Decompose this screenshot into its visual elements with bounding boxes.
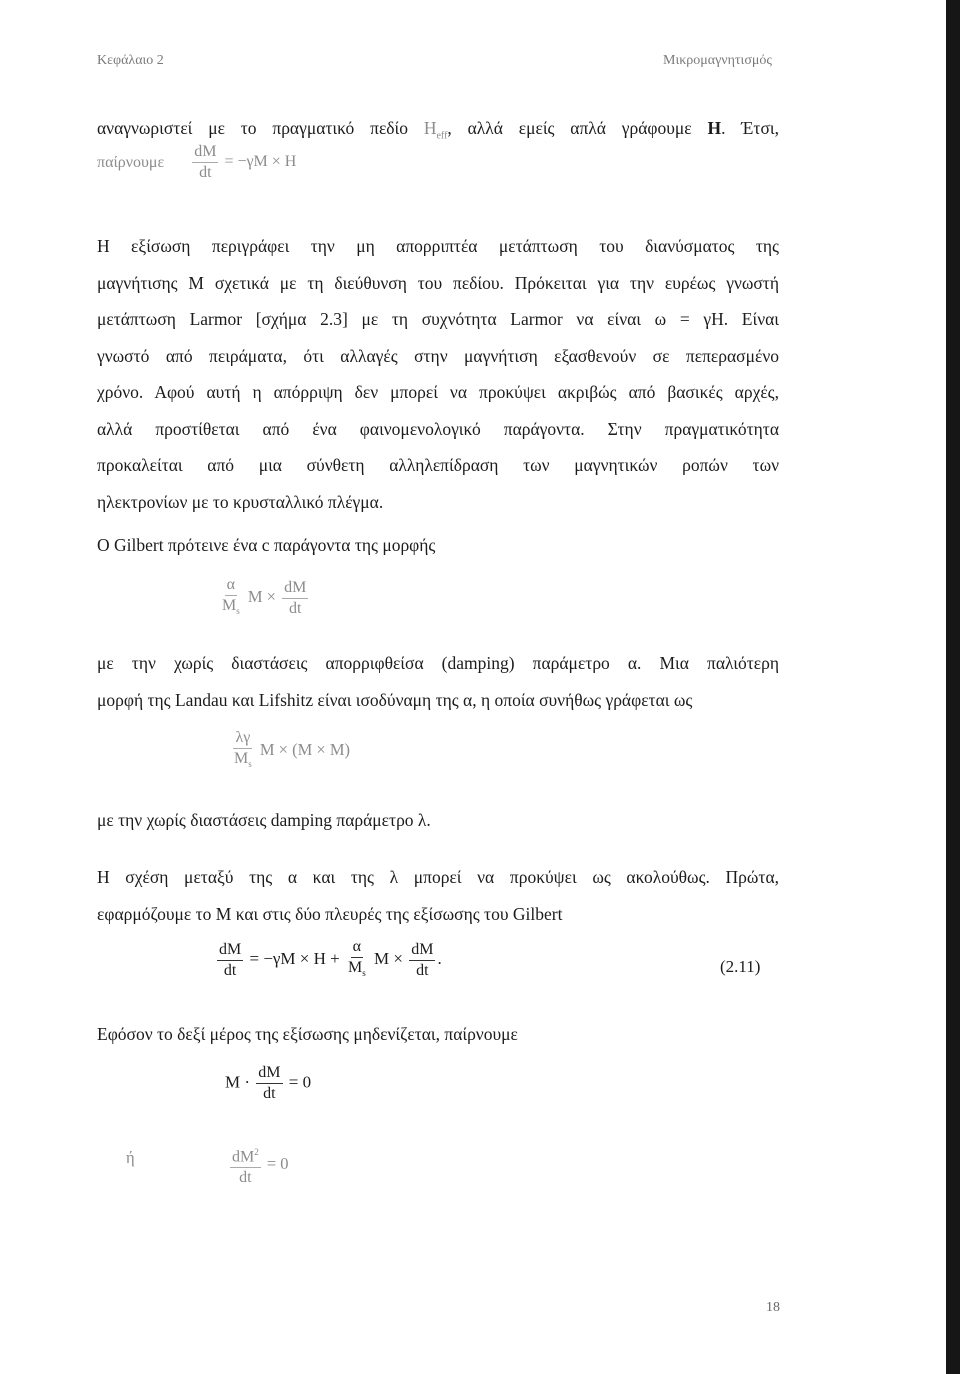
- intro-text: αναγνωριστεί με το πραγματικό πεδίο $H_{eff}$, αλλά εμείς απλά γράφουμε H. Έτσι,: [97, 118, 779, 142]
- p1-line: μετάπτωση Larmor [σχήμα 2.3] με τη συχνότητα Larmor να είναι ω = γH. Είναι: [97, 309, 779, 329]
- p1-line: Η εξίσωση περιγράφει την μη απορριπτέα μετάπτωση του διανύσματος της: [97, 236, 779, 256]
- equation-1: $\frac{dM}{dt}$ = −γM × H: [194, 143, 297, 181]
- p1-line: μαγνήτισης Μ σχετικά με τη διεύθυνση του πεδίου. Πρόκειται για την ευρέως γνωστή: [97, 272, 779, 293]
- p3-line: Η σχέση μεταξύ της α και της λ μπορεί να προκύψει ως ακολούθως. Πρώτα,: [97, 867, 779, 887]
- lambda-line: με την χωρίς διαστάσεις damping παράμετρο λ.: [97, 810, 431, 830]
- section-header: Μικρομαγνητισμός: [663, 53, 772, 68]
- p1-line: ηλεκτρονίων με το κρυσταλλικό πλέγμα.: [97, 491, 384, 512]
- page-number: 18: [766, 1300, 780, 1315]
- equation-landau-lifshitz: $\frac{\lambda\gamma}{M_s}$ M × (M × M): [234, 729, 350, 770]
- eq1-row: [97, 143, 296, 182]
- equation-gilbert: $\frac{dM}{dt}$ = −γM × H + $\frac{\alpha}{M_s}$ M × $\frac{dM}{dt}$ .: [219, 938, 442, 979]
- equation-dot-product: M · $\frac{dM}{dt}$ = 0: [225, 1064, 312, 1102]
- field-symbol: $H_{eff}$: [423, 118, 448, 142]
- p2-line: με την χωρίς διαστάσεις απορριφθείσα (damping) παράμετρο α. Μια παλιότερη: [97, 653, 779, 673]
- p3-line: εφαρμόζουμε το Μ και στις δύο πλευρές της εξίσωσης του Gilbert: [97, 903, 563, 924]
- equation-number: (2.11): [720, 957, 761, 976]
- equation-gilbert-term: $\frac{\alpha}{M_s}$ M × $\frac{dM}{dt}$: [222, 576, 307, 617]
- paragraph-relation: [97, 859, 779, 932]
- gilbert-intro: Ο Gilbert πρότεινε ένα c παράγοντα της μορφής: [97, 535, 436, 555]
- scan-edge: [946, 0, 960, 1374]
- chapter-header: Κεφάλαιο 2: [97, 53, 164, 68]
- bold-H: H: [707, 118, 722, 138]
- eq1-lead: παίρνουμε: [97, 153, 165, 171]
- zero-intro: Εφόσον το δεξί μέρος της εξίσωσης μηδενίζεται, παίρνουμε: [97, 1024, 518, 1044]
- equation-squared-lead: ή: [126, 1148, 135, 1167]
- p1-line: γνωστό από πειράματα, ότι αλλαγές στην μαγνήτιση εξασθενούν σε πεπερασμένο: [97, 345, 779, 366]
- equation-squared: $\frac{dM^2}{dt}$ = 0: [228, 1143, 289, 1187]
- p1-line: χρόνο. Αφού αυτή η απόρριψη δεν μπορεί να προκύψει ακριβώς από βασικές αρχές,: [97, 382, 779, 402]
- paragraph-damping: [97, 645, 779, 718]
- paragraph-precession: [97, 228, 779, 520]
- p1-line: αλλά προστίθεται από ένα φαινομενολογικό παράγοντα. Στην πραγματικότητα: [97, 418, 779, 439]
- p2-line: μορφή της Landau και Lifshitz είναι ισοδύναμη της α, η οποία συνήθως γράφεται ως: [97, 689, 693, 710]
- p1-line: προκαλείται από μια σύνθετη αλληλεπίδραση των μαγνητικών ροπών των: [97, 455, 779, 475]
